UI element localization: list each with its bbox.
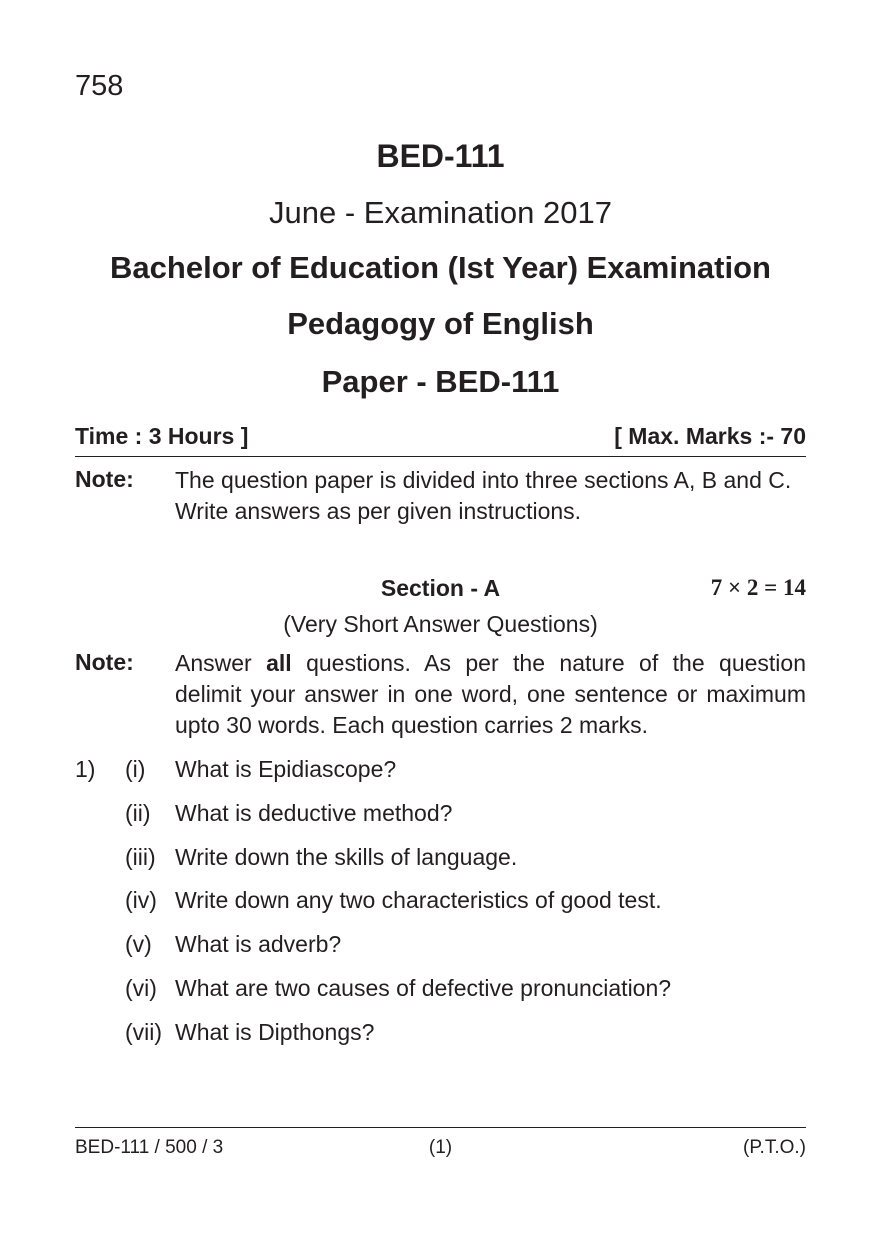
- exam-meta-row: [75, 423, 806, 450]
- footer-paper-code: BED-111 / 500 / 3: [75, 1137, 224, 1158]
- paper-code-number: 758: [75, 70, 124, 102]
- degree-title: Bachelor of Education (Ist Year) Examination: [110, 250, 771, 285]
- subject-title: Pedagogy of English: [287, 306, 594, 341]
- question-roman-iii: (iii): [125, 844, 156, 870]
- footer-divider: [75, 1127, 806, 1128]
- question-text-v: What is adverb?: [175, 931, 342, 957]
- paper-title: Paper - BED-111: [321, 364, 560, 399]
- section-note-label: Note:: [75, 649, 134, 675]
- question-number: 1): [75, 756, 96, 782]
- header-divider: [75, 456, 806, 457]
- question-roman-v: (v): [125, 931, 152, 957]
- general-note-line: The question paper is divided into three sections A, B and C.: [175, 467, 792, 493]
- question-roman-ii: (ii): [125, 800, 151, 826]
- course-code-title: BED-111: [376, 138, 505, 174]
- question-text-ii: What is deductive method?: [175, 800, 453, 826]
- question-text-iv: Write down any two characteristics of good test.: [175, 887, 662, 913]
- footer-page-number: (1): [428, 1137, 453, 1158]
- question-text-vi: What are two causes of defective pronunciation?: [175, 975, 672, 1001]
- section-note-text-start: Answer: [175, 650, 267, 676]
- section-a-title: Section - A: [380, 575, 501, 601]
- section-a-subtitle: (Very Short Answer Questions): [283, 611, 598, 637]
- question-roman-vi: (vi): [125, 975, 157, 1001]
- section-note-emphasis: all: [266, 650, 292, 676]
- question-text-iii: Write down the skills of language.: [175, 844, 518, 870]
- question-roman-iv: (iv): [125, 887, 157, 913]
- time-limit: Time : 3 Hours ]: [75, 423, 249, 449]
- question-roman-vii: (vii): [125, 1019, 163, 1045]
- section-note-text-rest: questions. As per the nature of the question delimit your answer in one word, one sentence or maximum upto 30 words. Each question carries 2 marks.: [175, 650, 806, 738]
- question-text-i: What is Epidiascope?: [175, 756, 397, 782]
- question-roman-i: (i): [125, 756, 146, 782]
- footer-pto: (P.T.O.): [743, 1137, 806, 1158]
- general-note-text: [175, 465, 806, 527]
- exam-session: June - Examination 2017: [269, 195, 612, 230]
- question-text-vii: What is Dipthongs?: [175, 1019, 375, 1045]
- section-a-marks: 7 × 2 = 14: [710, 575, 806, 600]
- general-note-line: Write answers as per given instructions.: [175, 498, 582, 524]
- section-note-text: [175, 648, 806, 741]
- max-marks: [ Max. Marks :- 70: [614, 423, 806, 449]
- general-note-label: Note:: [75, 466, 134, 492]
